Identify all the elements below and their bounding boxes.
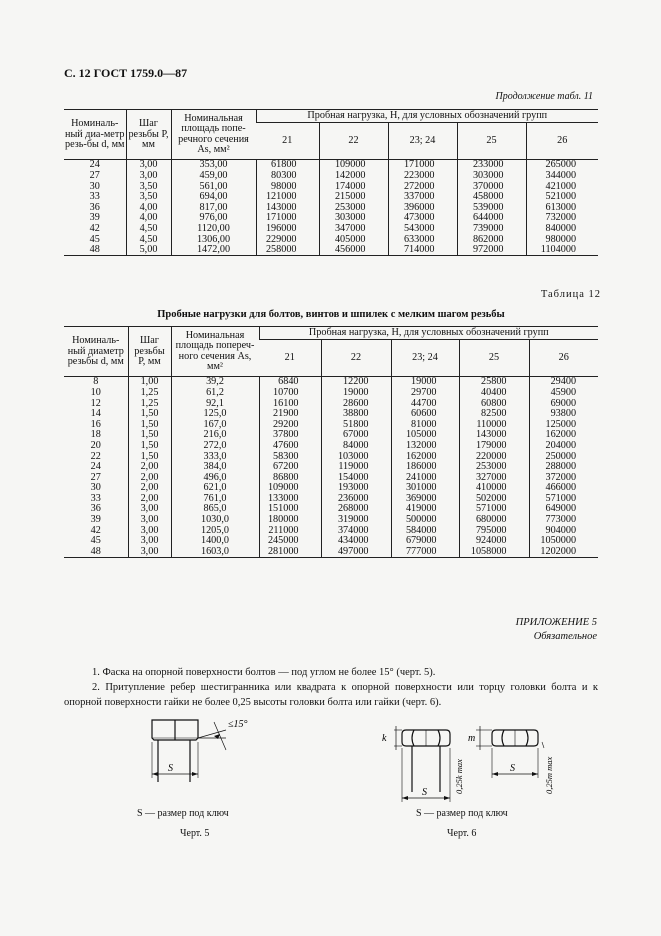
- angle-label: ≤15°: [228, 719, 248, 730]
- table-cell: 633000: [388, 234, 457, 245]
- table-12-label: Таблица 12: [540, 289, 601, 300]
- table-cell: 162000: [391, 451, 459, 462]
- table-cell: 250000: [529, 451, 598, 462]
- table-cell: 521000: [526, 192, 598, 203]
- table-cell: 272,0: [171, 441, 259, 452]
- table-cell: 502000: [459, 494, 529, 505]
- table-cell: 37800: [259, 430, 321, 441]
- table-cell: 1306,00: [171, 234, 256, 245]
- table-cell: 18: [90, 429, 101, 441]
- table-cell: 679000: [391, 536, 459, 547]
- table-cell: 6840: [259, 377, 321, 388]
- table-cell: 301000: [391, 483, 459, 494]
- table-cell: 347000: [319, 224, 388, 235]
- table-cell: 12200: [321, 377, 391, 388]
- header-pitch: Шаг резьбы P, мм: [128, 327, 171, 377]
- table-cell: 459,00: [171, 171, 256, 182]
- table-cell: 39: [90, 514, 101, 526]
- table-cell: 253000: [319, 202, 388, 213]
- table-cell: 4,00: [126, 202, 171, 213]
- table-cell: 25800: [459, 377, 529, 388]
- header-group: 21: [259, 340, 321, 377]
- table-cell: 1,00: [128, 377, 171, 388]
- table-cell: 4,00: [126, 213, 171, 224]
- table-cell: 1,25: [128, 398, 171, 409]
- table-cell: 466000: [529, 483, 598, 494]
- table-cell: 288000: [529, 462, 598, 473]
- table-cell: 714000: [388, 245, 457, 256]
- table-cell: 761,0: [171, 494, 259, 505]
- height-label-nut: m: [468, 733, 476, 744]
- table-cell: 16: [90, 418, 101, 430]
- table-cell: 171000: [256, 213, 319, 224]
- table-cell: 924000: [459, 536, 529, 547]
- table-cell: 180000: [259, 515, 321, 526]
- table-cell: 649000: [529, 504, 598, 515]
- table-cell: 38800: [321, 409, 391, 420]
- dimension-label: S: [168, 763, 173, 774]
- appendix-heading: [516, 616, 597, 644]
- table-cell: 4,50: [126, 224, 171, 235]
- table-cell: 10: [90, 386, 101, 398]
- table-cell: 125,0: [171, 409, 259, 420]
- table-cell: 109000: [319, 160, 388, 171]
- table-cell: 496,0: [171, 472, 259, 483]
- table-cell: 2,00: [128, 462, 171, 473]
- header-group: 25: [459, 340, 529, 377]
- table-cell: 1104000: [526, 245, 598, 256]
- table-cell: 621,0: [171, 483, 259, 494]
- header-load-group: Пробная нагрузка, Н, для условных обозначений групп: [259, 327, 598, 340]
- table-cell: 405000: [319, 234, 388, 245]
- table-cell: 1205,0: [171, 525, 259, 536]
- table-cell: 571000: [459, 504, 529, 515]
- table-cell: 119000: [321, 462, 391, 473]
- dimension-label-nut: S: [510, 763, 515, 774]
- table-cell: 220000: [459, 451, 529, 462]
- table-cell: 33: [90, 492, 101, 504]
- table-cell: 47600: [259, 441, 321, 452]
- table-cell: 236000: [321, 494, 391, 505]
- table-cell: 103000: [321, 451, 391, 462]
- appendix-subtitle: Обязательное: [533, 631, 597, 642]
- table-cell: 24: [90, 461, 101, 473]
- header-group: 25: [457, 123, 526, 160]
- table-cell: 142000: [319, 171, 388, 182]
- table-cell: 739000: [457, 224, 526, 235]
- table-cell: 39: [89, 212, 100, 224]
- note-1: 1. Фаска на опорной поверхности болтов — под углом не более 15° (черт. 5).: [92, 667, 436, 678]
- header-group: 21: [256, 123, 319, 160]
- table-cell: 29400: [529, 377, 598, 388]
- table-cell: 1603,0: [171, 547, 259, 558]
- table-cell: 167,0: [171, 419, 259, 430]
- table-cell: 571000: [529, 494, 598, 505]
- table-cell: 3,50: [126, 192, 171, 203]
- table-row: [64, 409, 598, 420]
- table-12: [64, 326, 598, 558]
- table-cell: 458000: [457, 192, 526, 203]
- table-cell: 1,50: [128, 451, 171, 462]
- table-cell: 344000: [526, 171, 598, 182]
- table-cell: 179000: [459, 441, 529, 452]
- table-cell: 268000: [321, 504, 391, 515]
- table-cell: 258000: [256, 245, 319, 256]
- figure-5-caption: Черт. 5: [180, 828, 210, 839]
- table-12-title: Пробные нагрузки для болтов, винтов и шпилек с мелким шагом резьбы: [157, 309, 505, 320]
- table-cell: 1,50: [128, 419, 171, 430]
- table-cell: 1120,00: [171, 224, 256, 235]
- header-diameter: Номиналь-ный диаметр резьбы d, мм: [67, 335, 124, 367]
- table-cell: 3,00: [128, 525, 171, 536]
- table-cell: 40400: [459, 388, 529, 399]
- table-cell: 143000: [459, 430, 529, 441]
- table-cell: 795000: [459, 525, 529, 536]
- table-cell: 497000: [321, 547, 391, 558]
- table-cell: 5,00: [126, 245, 171, 256]
- table-cell: 204000: [529, 441, 598, 452]
- table-cell: 67200: [259, 462, 321, 473]
- table-cell: 241000: [391, 472, 459, 483]
- table-cell: 80300: [256, 171, 319, 182]
- table-cell: 3,00: [126, 171, 171, 182]
- table-cell: 20: [90, 439, 101, 451]
- table-cell: 972000: [457, 245, 526, 256]
- table-cell: 223000: [388, 171, 457, 182]
- table-cell: 3,00: [126, 160, 171, 171]
- table-row: [64, 536, 598, 547]
- table-cell: 281000: [259, 547, 321, 558]
- table-cell: 67000: [321, 430, 391, 441]
- figure-6-legend: S — размер под ключ: [416, 808, 508, 819]
- table-cell: 327000: [459, 472, 529, 483]
- table-cell: 39,2: [171, 377, 259, 388]
- header-pitch: Шаг резьбы P, мм: [126, 110, 171, 160]
- table-cell: 44700: [391, 398, 459, 409]
- table-cell: 82500: [459, 409, 529, 420]
- header-load-group: Пробная нагрузка, Н, для условных обозначений групп: [256, 110, 598, 123]
- figure-5-drawing: [130, 712, 250, 804]
- table-cell: 132000: [391, 441, 459, 452]
- table-cell: 410000: [459, 483, 529, 494]
- table-cell: 370000: [457, 181, 526, 192]
- table-cell: 2,00: [128, 483, 171, 494]
- header-area: Номинальная площадь попереч-ного сечения As, мм²: [171, 327, 259, 377]
- table-cell: 4,50: [126, 234, 171, 245]
- table-cell: 211000: [259, 525, 321, 536]
- table-cell: 1400,0: [171, 536, 259, 547]
- height-label-bolt: k: [382, 733, 387, 744]
- table-cell: 233000: [457, 160, 526, 171]
- table-cell: 110000: [459, 419, 529, 430]
- table-cell: 229000: [256, 234, 319, 245]
- page-header: С. 12 ГОСТ 1759.0—87: [64, 66, 188, 80]
- table-cell: 1,25: [128, 388, 171, 399]
- table-cell: 1030,0: [171, 515, 259, 526]
- table-cell: 22: [90, 450, 101, 462]
- table-cell: 45900: [529, 388, 598, 399]
- header-group: 26: [526, 123, 598, 160]
- table-row: [64, 515, 598, 526]
- table-cell: 1050000: [529, 536, 598, 547]
- table-cell: 473000: [388, 213, 457, 224]
- table-cell: 215000: [319, 192, 388, 203]
- table-cell: 33: [89, 191, 100, 203]
- table-cell: 10700: [259, 388, 321, 399]
- table-cell: 45: [89, 233, 100, 245]
- table-cell: 81000: [391, 419, 459, 430]
- table-cell: 27: [89, 169, 100, 181]
- table-cell: 1,50: [128, 409, 171, 420]
- table-cell: 1,50: [128, 441, 171, 452]
- table-cell: 186000: [391, 462, 459, 473]
- table-cell: 253000: [459, 462, 529, 473]
- table-cell: 904000: [529, 525, 598, 536]
- table-cell: 69000: [529, 398, 598, 409]
- table-cell: 42: [90, 524, 101, 536]
- header-group: 23; 24: [391, 340, 459, 377]
- table-cell: 86800: [259, 472, 321, 483]
- table-cell: 500000: [391, 515, 459, 526]
- table-cell: 1058000: [459, 547, 529, 558]
- table-row: [64, 388, 598, 399]
- table-cell: 92,1: [171, 398, 259, 409]
- table-cell: 121000: [256, 192, 319, 203]
- table-cell: 42: [89, 222, 100, 234]
- table-cell: 396000: [388, 202, 457, 213]
- table-cell: 865,0: [171, 504, 259, 515]
- table-cell: 561,00: [171, 181, 256, 192]
- table-row: [64, 441, 598, 452]
- dimension-label: S: [422, 787, 427, 798]
- table-cell: 28600: [321, 398, 391, 409]
- table-cell: 29700: [391, 388, 459, 399]
- table-row: [64, 462, 598, 473]
- table-cell: 1,50: [128, 430, 171, 441]
- table-cell: 3,00: [128, 504, 171, 515]
- table-cell: 613000: [526, 202, 598, 213]
- header-diameter: Номиналь-ный диа-метр резь-бы d, мм: [65, 118, 125, 150]
- table-cell: 265000: [526, 160, 598, 171]
- table-cell: 27: [90, 471, 101, 483]
- table-cell: 216,0: [171, 430, 259, 441]
- table-cell: 777000: [391, 547, 459, 558]
- header-group: 22: [321, 340, 391, 377]
- table-cell: 61,2: [171, 388, 259, 399]
- table-cell: 539000: [457, 202, 526, 213]
- header-group: 26: [529, 340, 598, 377]
- table-cell: 58300: [259, 451, 321, 462]
- table-cell: 48: [64, 245, 126, 256]
- table-cell: 30: [90, 482, 101, 494]
- table-cell: 773000: [529, 515, 598, 526]
- table-cell: 3,00: [128, 515, 171, 526]
- header-group: 22: [319, 123, 388, 160]
- figure-6-caption: Черт. 6: [447, 828, 477, 839]
- table-cell: 16100: [259, 398, 321, 409]
- table-cell: 374000: [321, 525, 391, 536]
- table-cell: 817,00: [171, 202, 256, 213]
- continuation-note: Продолжение табл. 11: [495, 91, 593, 102]
- table-cell: 3,50: [126, 181, 171, 192]
- table-cell: 1202000: [529, 547, 598, 558]
- table-cell: 60800: [459, 398, 529, 409]
- header-group: 23; 24: [388, 123, 457, 160]
- table-cell: 543000: [388, 224, 457, 235]
- table-cell: 333,0: [171, 451, 259, 462]
- table-row: [64, 547, 598, 558]
- chamfer-label-bolt: 0,25k max: [454, 759, 464, 794]
- table-cell: 1472,00: [171, 245, 256, 256]
- table-cell: 840000: [526, 224, 598, 235]
- table-cell: 162000: [529, 430, 598, 441]
- table-cell: 45: [90, 535, 101, 547]
- table-cell: 3,00: [128, 547, 171, 558]
- table-cell: 60600: [391, 409, 459, 420]
- table-cell: 976,00: [171, 213, 256, 224]
- note-2: 2. Притупление ребер шестигранника или квадрата к опорной поверхности или торцу головки болта и к опорной поверхности гайки не более 0,25 высоты головки болта или гайки (черт. 6).: [64, 682, 598, 708]
- table-cell: 303000: [457, 171, 526, 182]
- table-cell: 732000: [526, 213, 598, 224]
- table-cell: 2,00: [128, 472, 171, 483]
- table-cell: 369000: [391, 494, 459, 505]
- table-cell: 30: [89, 180, 100, 192]
- table-row: [64, 192, 598, 203]
- table-row: [64, 224, 598, 235]
- table-cell: 84000: [321, 441, 391, 452]
- table-cell: 337000: [388, 192, 457, 203]
- table-cell: 680000: [459, 515, 529, 526]
- figure-6-drawing: [372, 712, 562, 804]
- figure-5-legend: S — размер под ключ: [137, 808, 229, 819]
- table-cell: 61800: [256, 160, 319, 171]
- table-cell: 105000: [391, 430, 459, 441]
- table-cell: 51800: [321, 419, 391, 430]
- table-cell: 154000: [321, 472, 391, 483]
- table-cell: 29200: [259, 419, 321, 430]
- table-row: [64, 245, 598, 256]
- table-cell: 174000: [319, 181, 388, 192]
- table-cell: 434000: [321, 536, 391, 547]
- appendix-title: ПРИЛОЖЕНИЕ 5: [515, 617, 597, 628]
- table-cell: 133000: [259, 494, 321, 505]
- table-cell: 143000: [256, 202, 319, 213]
- table-cell: 21900: [259, 409, 321, 420]
- table-11: [64, 109, 598, 256]
- table-cell: 862000: [457, 234, 526, 245]
- table-cell: 171000: [388, 160, 457, 171]
- table-cell: 14: [90, 408, 101, 420]
- table-cell: 151000: [259, 504, 321, 515]
- table-cell: 125000: [529, 419, 598, 430]
- table-cell: 272000: [388, 181, 457, 192]
- table-cell: 36: [90, 503, 101, 515]
- table-cell: 319000: [321, 515, 391, 526]
- table-cell: 19000: [391, 377, 459, 388]
- table-cell: 303000: [319, 213, 388, 224]
- table-cell: 2,00: [128, 494, 171, 505]
- table-cell: 421000: [526, 181, 598, 192]
- table-cell: 8: [93, 376, 99, 388]
- table-cell: 353,00: [171, 160, 256, 171]
- table-cell: 980000: [526, 234, 598, 245]
- table-cell: 644000: [457, 213, 526, 224]
- header-area: Номинальная площадь попе-речного сечения As, мм²: [171, 110, 256, 160]
- table-cell: 109000: [259, 483, 321, 494]
- table-cell: 3,00: [128, 536, 171, 547]
- table-cell: 584000: [391, 525, 459, 536]
- table-row: [64, 171, 598, 182]
- table-cell: 694,00: [171, 192, 256, 203]
- table-cell: 193000: [321, 483, 391, 494]
- table-cell: 98000: [256, 181, 319, 192]
- table-cell: 196000: [256, 224, 319, 235]
- table-cell: 93800: [529, 409, 598, 420]
- table-cell: 419000: [391, 504, 459, 515]
- table-cell: 245000: [259, 536, 321, 547]
- table-cell: 24: [89, 159, 100, 171]
- table-cell: 456000: [319, 245, 388, 256]
- table-cell: 19000: [321, 388, 391, 399]
- table-cell: 12: [90, 397, 101, 409]
- table-cell: 36: [89, 201, 100, 213]
- table-cell: 372000: [529, 472, 598, 483]
- chamfer-label-nut: 0,25m max: [544, 756, 554, 794]
- table-cell: 384,0: [171, 462, 259, 473]
- table-cell: 48: [64, 547, 128, 558]
